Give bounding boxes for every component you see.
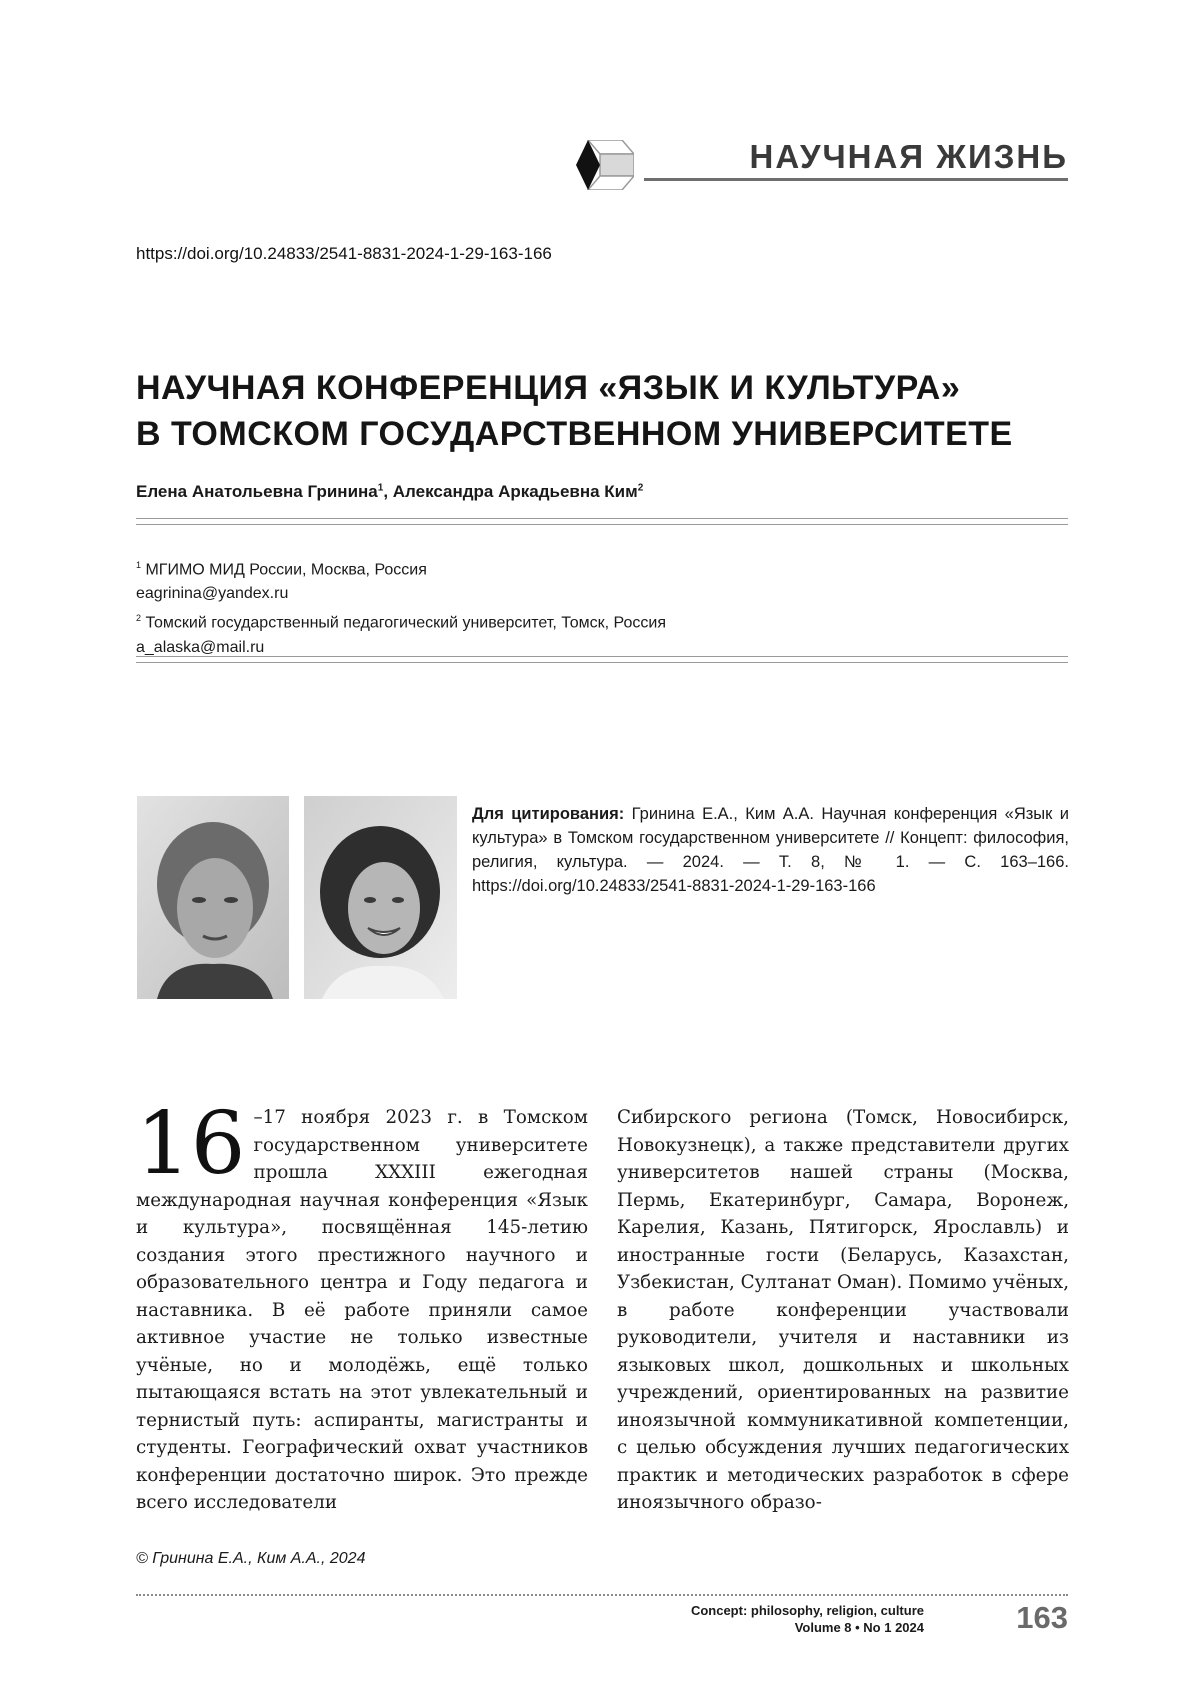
affiliation-email[interactable]: a_alaska@mail.ru — [136, 638, 265, 656]
article-title — [136, 365, 1076, 457]
affiliation-text: МГИМО МИД России, Москва, Россия — [145, 561, 427, 579]
section-rule — [644, 178, 1068, 181]
affiliation-mark: 2 — [136, 613, 142, 624]
body-column-right — [617, 1104, 1069, 1517]
page-number: 163 — [1016, 1600, 1068, 1635]
affiliation-line — [136, 606, 666, 635]
affiliations — [136, 553, 666, 660]
divider — [136, 656, 1068, 663]
cube-diamond-icon — [574, 140, 634, 190]
affiliation-line — [136, 553, 666, 582]
footer-divider — [136, 1594, 1068, 1596]
body-text: Сибирского региона (Томск, Новосибирск, Новокузнецк), а также представители других университетов нашей страны (Москва, Пермь, Екатеринбург, Самара, Воронеж, Карелия, Казань, Пятигорск, Ярославль) и иностранные гости (Беларусь, Казахстан, Узбекистан, Султанат Оман). Помимо учёных, в работе конференции участвовали руководители, учителя и наставники из языковых школ, дошкольных и школьных учреждений, ориентированных на развитие иноязычной коммуникативной компетенции, с целью обсуждения лучших педагогических практик и методических разработок в сфере иноязычного образо- — [617, 1107, 1070, 1513]
journal-name: Concept: philosophy, religion, culture — [690, 1603, 924, 1618]
journal-issue: Volume 8 • No 1 2024 — [794, 1620, 924, 1635]
copyright: © Гринина Е.А., Ким А.А., 2024 — [136, 1550, 366, 1567]
article-title-line-2: В ТОМСКОМ ГОСУДАРСТВЕННОМ УНИВЕРСИТЕТЕ — [136, 415, 1013, 453]
affiliation-mark: 1 — [136, 560, 142, 570]
author-name: Александра Аркадьевна Ким — [392, 482, 638, 501]
divider — [136, 518, 1068, 525]
citation-text: Гринина Е.А., Ким А.А. Научная конференция «Язык и культура» в Томском государственном университете // Концепт: философия, религия, культура. — 2024. — Т. 8, № 1. — С. 163–166. https://doi.org/10.24833/2541-8831-2024-1-29-163-166 — [472, 805, 1069, 895]
author-list — [136, 482, 643, 502]
drop-cap: 16 — [136, 1094, 246, 1194]
journal-info — [691, 1602, 924, 1636]
author-affiliation-mark: 1 — [377, 482, 384, 494]
author-photo — [304, 796, 457, 999]
affiliation-email[interactable]: eagrinina@yandex.ru — [136, 585, 289, 603]
section-logo — [574, 140, 634, 190]
author-separator: , — [383, 482, 393, 501]
author-affiliation-mark: 2 — [637, 482, 644, 494]
author-name: Елена Анатольевна Гринина — [136, 482, 378, 501]
affiliation-text: Томский государственный педагогический университет, Томск, Россия — [145, 614, 667, 632]
author-photo — [137, 796, 289, 999]
citation-label: Для цитирования: — [472, 805, 625, 823]
article-title-line-1: НАУЧНАЯ КОНФЕРЕНЦИЯ «ЯЗЫК И КУЛЬТУРА» — [136, 369, 961, 407]
section-title: НАУЧНАЯ ЖИЗНЬ — [749, 138, 1068, 175]
body-column-left — [136, 1094, 588, 1517]
doi-link[interactable]: https://doi.org/10.24833/2541-8831-2024-1-29-163-166 — [136, 244, 552, 263]
citation-block — [472, 802, 1069, 898]
body-text: –17 ноября 2023 г. в Томском государственном университете прошла XXXIII ежегодная международная научная конференция «Язык и культура», посвящённая 145-летию создания этого престижного научного и образовательного центра и Году педагога и наставника. В её работе приняли самое активное участие не только известные учёные, но и молодёжь, ещё только пытающаяся встать на этот увлекательный и тернистый путь: аспиранты, магистранты и студенты. Географический охват участников конференции достаточно широк. Это прежде всего исследователи — [136, 1107, 588, 1513]
